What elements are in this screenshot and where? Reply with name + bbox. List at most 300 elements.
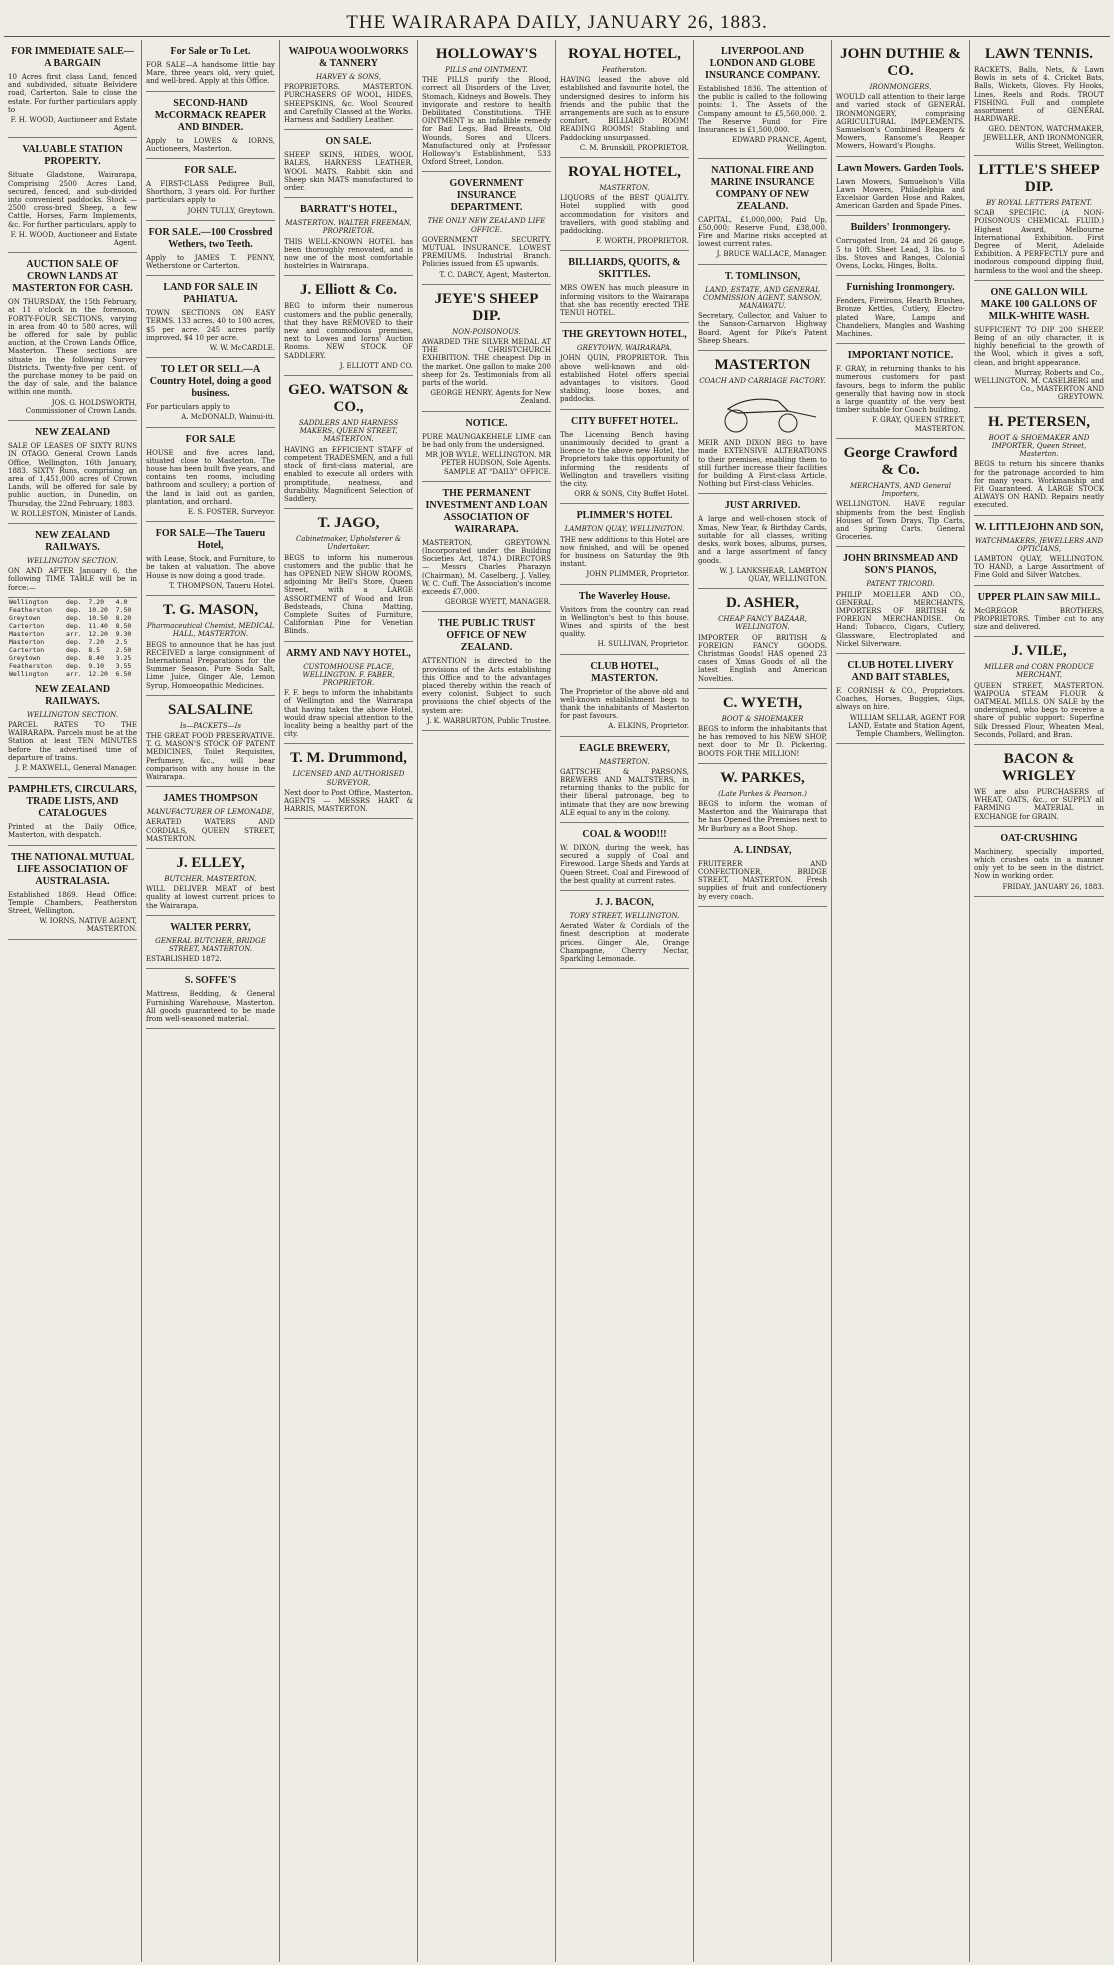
ad-subheading: MANUFACTURER OF LEMONADE, [147, 808, 274, 817]
ad-body: AERATED WATERS AND CORDIALS, QUEEN STREET, MASTERTON. [146, 818, 275, 843]
ad-heading: WAIPOUA WOOLWORKS & TANNERY [288, 46, 409, 69]
timetable-cell: 10.50 [88, 613, 108, 622]
newspaper-column [694, 40, 832, 1962]
timetable-cell: dep. [66, 645, 82, 654]
timetable-row [8, 646, 137, 654]
ad-heading: J. J. BACON, [595, 897, 654, 908]
ad-subheading: MILLER and CORN PRODUCE MERCHANT, [984, 663, 1094, 680]
ad-body: with Lease, Stock, and Furniture, to be taken at valuation. The above House is now doing a good trade. [146, 555, 275, 580]
ad-heading: NOTICE. [465, 417, 508, 429]
ad-subheading: CUSTOMHOUSE PLACE, WELLINGTON. F. FABER, PROPRIETOR. [302, 662, 395, 687]
ad-heading: FOR IMMEDIATE SALE—A BARGAIN [11, 46, 134, 69]
ad-body: BEG to inform their numerous customers and the public generally, that they have REMOVED to their new and commodious premises, next to Lowes and Iorns' Auction Rooms. NEW STOCK OF SADDLERY. [284, 302, 413, 360]
ad-body: WELLINGTON. HAVE regular shipments from the best English Houses of Town Drays, Tip Carts, and Spring Carts. General Groceries. [836, 500, 965, 542]
advertisement [836, 654, 965, 744]
ad-heading: THE NATIONAL MUTUAL LIFE ASSOCIATION OF AUSTRALASIA. [10, 851, 135, 887]
advertisement [422, 285, 551, 412]
timetable-cell: arr. [66, 629, 82, 638]
ad-body: MRS OWEN has much pleasure in informing visitors to the Wairarapa that she has recently erected THE TENUI HOTEL. [560, 284, 689, 318]
advertisement [836, 40, 965, 157]
advertisement [8, 778, 137, 845]
advertisement [560, 655, 689, 737]
ad-signature: W. J. LANKSHEAR, LAMBTON QUAY, WELLINGTON. [719, 566, 827, 583]
ad-body: RACKETS, Balls, Nets, & Lawn Bowls in sets of 4. Cricket Bats, Balls, Wickets, Gloves. Fly Hooks, Lines, Reels and Rods. TROUT FISHING. Full and complete assortment of GENERAL HARDWARE. [974, 66, 1104, 124]
timetable-cell: Greytown [9, 613, 41, 622]
timetable-cell: Featherston [9, 661, 53, 670]
advertisement [146, 522, 275, 596]
ad-body: BEGS to inform the woman of Masterton and the Wairarapa that he has Opened the Premises next to Mr Burbury as a Boot Shop. [698, 799, 827, 833]
timetable-cell: dep. [66, 621, 82, 630]
ad-heading: PLIMMER'S HOTEL [576, 510, 673, 522]
ad-heading: J. Elliott & Co. [299, 282, 398, 299]
ad-body: JOHN QUIN, PROPRIETOR. This above well-known and old-established Hotel offers special advantages to visitors. Good stabling, loose boxes, and paddocks. [560, 354, 689, 404]
ad-heading: VALUABLE STATION PROPERTY. [22, 144, 123, 168]
ad-subheading: GENERAL BUTCHER, BRIDGE STREET, MASTERTON. [155, 936, 266, 953]
advertisement [146, 92, 275, 159]
ad-signature: FRIDAY, JANUARY 26, 1883. [1002, 882, 1104, 891]
ad-heading: H. PETERSEN, [987, 413, 1091, 430]
ad-heading: THE GREYTOWN HOTEL, [562, 329, 687, 341]
ad-subheading: MASTERTON. [599, 184, 650, 193]
advertisement [974, 40, 1104, 156]
advertisement [974, 408, 1104, 516]
advertisement [560, 251, 689, 323]
timetable-cell: Carterton [9, 645, 45, 654]
advertisement [422, 612, 551, 731]
timetable-cell: 3.25 [115, 653, 132, 662]
ad-heading: NATIONAL FIRE AND MARINE INSURANCE COMPANY OF NEW ZEALAND. [710, 164, 815, 212]
timetable-cell: Masterton [9, 637, 45, 646]
advertisement [146, 969, 275, 1029]
advertisement [836, 276, 965, 344]
newspaper-column [556, 40, 694, 1962]
advertisement [560, 158, 689, 251]
ad-heading: ONE GALLON WILL MAKE 100 GALLONS OF MILK-WHITE WASH. [980, 286, 1098, 322]
ad-body: Mattress, Bedding, & General Furnishing Warehouse, Masterton. All goods guaranteed to be made from well-seasoned material. [146, 990, 275, 1023]
ad-heading: FOR SALE. [184, 165, 237, 177]
ad-heading: COAL & WOOD!!! [582, 828, 667, 840]
ad-subheading: Is—PACKETS—Is [180, 721, 241, 730]
ad-subheading: PILLS and OINTMENT. [445, 66, 528, 74]
advertisement [698, 40, 827, 159]
advertisement [146, 596, 275, 696]
timetable-cell: dep. [66, 605, 82, 614]
ad-heading: GOVERNMENT INSURANCE DEPARTMENT. [449, 178, 524, 214]
ad-body: ESTABLISHED 1872. [146, 955, 222, 964]
ad-signature: W. W. McCARDLE. [209, 344, 275, 353]
ad-subheading: BY ROYAL LETTERS PATENT. [985, 199, 1093, 208]
ad-heading: FOR SALE [185, 433, 236, 445]
timetable-cell: 7.20 [88, 597, 104, 606]
ad-heading: WALTER PERRY, [170, 921, 251, 933]
ad-subheading: IRONMONGERS, [869, 83, 932, 91]
advertisement [698, 839, 827, 907]
timetable-cell: 11.40 [88, 621, 108, 630]
ad-body: Lawn Mowers, Samuelson's Villa Lawn Mowers, Philadelphia and Excelsior Garden Hose and Rakes, American Garden and Spade Pines. [836, 177, 965, 211]
ad-body: F. CORNISH & CO., Proprietors. Coaches, Horses, Buggies, Gigs, always on hire. [836, 686, 965, 712]
ad-heading: SECOND-HAND McCORMACK REAPER AND BINDER. [154, 97, 267, 133]
timetable-cell: 8.40 [88, 653, 104, 662]
timetable-cell: Greytown [9, 653, 41, 662]
ad-body: Corrugated Iron, 24 and 26 gauge, 5 to 10ft. Sheet Lead, 3 lbs. to 5 lbs. Stoves and Ranges, Colonial Ovens, Locks, Hinges, Bolts. [836, 237, 965, 271]
advertisement [284, 376, 413, 509]
advertisement [560, 737, 689, 823]
ad-body: BEGS to return his sincere thanks for the patronage accorded to him for many years. Workmanship and Fit Guaranteed. A LARGE STOCK ALWAYS ON HAND. Repairs neatly executed. [974, 460, 1104, 510]
advertisement [8, 524, 137, 598]
ad-body: SHEEP SKINS, HIDES, WOOL BALES, HARNESS LEATHER, WOOL MATS. Rabbit skin and Sheep skin MATS manufactured to order. [284, 151, 413, 193]
advertisement [422, 172, 551, 284]
ad-body: BEGS to inform his numerous customers and the public that he has OPENED NEW SHOW ROOMS, adjoining Mr Bell's Store, Queen Street, with a LARGE ASSORTMENT of Wood and Iron Bedsteads, China Matting, Complete Suites of Furniture, Californian Pine for Venetian Blinds. [284, 553, 413, 636]
ad-heading: OAT-CRUSHING [1000, 832, 1078, 844]
ad-body: HAVING leased the above old established and favourite hotel, the undersigned desires to inform his friends and the public that the arrangements are such as to ensure comfort. BILLIARD ROOM! READING ROOMS! Stabling and Paddocking unsurpassed. [560, 76, 689, 142]
ad-heading: T. M. Drummond, [290, 750, 407, 767]
ad-body: Apply to LOWES & IORNS, Auctioneers, Masterton. [146, 136, 275, 153]
ad-heading: ARMY AND NAVY HOTEL, [286, 647, 411, 659]
ad-heading: T. G. MASON, [162, 602, 259, 619]
timetable-cell: dep. [66, 597, 82, 606]
ad-subheading: Featherston. [602, 66, 647, 74]
ad-heading: TO LET OR SELL—A Country Hotel, doing a good business. [149, 364, 272, 400]
ad-heading: J. ELLEY, [176, 854, 245, 871]
timetable-cell: 10.20 [88, 605, 108, 614]
ad-signature: WILLIAM SELLAR, AGENT FOR LAND, Estate and Station Agent, Temple Chambers, Wellington. [848, 713, 965, 738]
ad-body: HAVING an EFFICIENT STAFF of competent TRADESMEN, and a full stock of first-class material, are enabled to execute all orders with promptitude, neatness, and durability. Magnificent Selection of Saddlery. [284, 445, 413, 503]
ad-heading: PAMPHLETS, CIRCULARS, TRADE LISTS, AND CATALOGUES [8, 784, 137, 820]
ad-body: ATTENTION is directed to the provisions of the Acts establishing this Office and to the advantages placed thereby within the reach of every colonist. Subject to such provisions the chief objects of the system are: [422, 657, 551, 715]
ad-body: BEGS to inform the inhabitants that he has removed to his NEW SHOP, next door to Mr D. Pickering. BOOTS FOR THE MILLION! [698, 724, 827, 758]
ad-body: FOR SALE—A handsome little bay Mare, three years old, very quiet, and well-bred. Apply at this Office. [146, 61, 275, 86]
advertisement [146, 40, 275, 92]
ad-subheading: LAND, ESTATE, AND GENERAL COMMISSION AGENT, SANSON, MANAWATU. [703, 285, 822, 311]
timetable-cell: 7.50 [115, 605, 132, 614]
timetable-cell: 9.30 [115, 629, 132, 638]
ad-signature: T. C. DARCY, Agent, Masterton. [439, 270, 551, 279]
ad-heading: T. TOMLINSON, [724, 270, 801, 282]
timetable-row [8, 606, 137, 614]
ad-signature: GEORGE HENRY, Agents for New Zealand. [430, 389, 551, 406]
ad-subheading: WATCHMAKERS, JEWELLERS AND OPTICIANS, [974, 536, 1104, 553]
advertisement [422, 482, 551, 613]
advertisement [284, 744, 413, 819]
ad-body: FRUITERER AND CONFECTIONER, BRIDGE STREET, MASTERTON. Fresh supplies of fruit and confectionery by every coach. [698, 859, 827, 901]
ad-heading: LAND FOR SALE IN PAHIATUA. [163, 282, 258, 306]
ad-subheading: TORY STREET, WELLINGTON. [569, 912, 680, 920]
carriage-illustration [708, 389, 818, 435]
advertisement [146, 428, 275, 523]
ad-heading: LITTLE'S SHEEP DIP. [978, 162, 1100, 196]
newspaper-column [832, 40, 970, 1962]
advertisement [8, 253, 137, 421]
ad-signature: EDWARD PRANCE, Agent, Wellington. [731, 136, 827, 153]
masthead [0, 0, 1114, 40]
ad-subheading: BOOT & SHOEMAKER [721, 714, 804, 723]
ad-subheading: (Late Parkes & Pearson.) [718, 789, 807, 798]
ad-body: PROPRIETORS. MASTERTON. PURCHASERS OF WOOL, HIDES, SHEEPSKINS, &c. Wool Scoured and Carefully Classed at the Works. Harness and Saddlery Leather. [284, 83, 413, 125]
ad-signature: J. ELLIOTT AND CO. [339, 361, 413, 370]
ad-body: HOUSE and five acres land, situated close to Masterton. The house has been built five years, and contains ten rooms, including bathroom and scullery; a portion of the land is laid out as garden, plantation, and orchard. [146, 448, 275, 506]
ad-heading: SALSALINE [167, 701, 254, 718]
advertisement [284, 130, 413, 198]
ad-subheading: WELLINGTON SECTION. [26, 556, 119, 565]
ad-subheading: SADDLERS AND HARNESS MAKERS, QUEEN STREET, MASTERTON. [298, 419, 399, 444]
timetable-cell: 3.55 [115, 661, 132, 670]
advertisement [974, 586, 1104, 638]
ad-signature: J. P. MAXWELL, General Manager. [15, 763, 137, 772]
advertisement [560, 40, 689, 158]
ad-subheading: THE ONLY NEW ZEALAND LIFE OFFICE. [427, 217, 546, 234]
ad-body: SUFFICIENT TO DIP 200 SHEEP. Being of an oily character, it is highly beneficial to the growth of the Wool, which it gives a soft, clean, and bright appearance. [974, 325, 1104, 367]
advertisement [8, 846, 137, 940]
advertisement [146, 696, 275, 787]
ad-body: The Licensing Bench having unanimously decided to grant a licence to the above new Hotel, the Proprietors take this opportunity of informing the residents of Wellington and travellers visiting the city. [560, 430, 689, 488]
ad-heading: NEW ZEALAND RAILWAYS. [34, 529, 111, 553]
advertisement [560, 504, 689, 584]
ad-heading: For Sale or To Let. [170, 46, 251, 57]
ad-heading: GEO. WATSON & CO., [288, 382, 409, 416]
advertisement [560, 410, 689, 505]
advertisement [698, 589, 827, 689]
ad-signature: J. K. WARBURTON, Public Trustee. [426, 716, 551, 725]
ad-body: Established 1836. The attention of the public is called to the following points: 1. The Assets of the Company amount to £5,560,000. 2. The Reserve Fund for Fire Insurances is £1,500,000. [698, 85, 827, 135]
ad-subheading: HARVEY & SONS, [315, 73, 382, 81]
timetable-cell: 2.5 [115, 637, 128, 646]
ad-body: MASTERTON, GREYTOWN. (Incorporated under the Building Societies Act, 1874.) DIRECTORS — Messrs Charles Pharazyn (Chairman), M. Caselberg, J. Valley, W. C. Cuff. The Association's income exceeds £7,000. [422, 538, 551, 596]
ad-body: Fenders, Fireirons, Hearth Brushes, Bronze Kettles, Cutlery, Electro-plated Ware, Lamps and Chandeliers, Mangles and Washing Machines. [836, 297, 965, 339]
ad-signature: Murray, Roberts and Co., WELLINGTON. M. CASELBERG and Co., MASTERTON AND GREYTOWN. [974, 368, 1104, 402]
advertisement [560, 323, 689, 409]
ad-body: ON AND AFTER January 6, the following TIME TABLE will be in force:— [8, 567, 137, 592]
ad-subheading: BUTCHER, MASTERTON, [164, 874, 257, 883]
timetable-cell: 9.10 [88, 661, 104, 670]
ad-heading: FOR SALE.—100 Crossbred Wethers, two Teeth. [148, 226, 273, 250]
advertisement [974, 745, 1104, 827]
advertisement [698, 265, 827, 351]
timetable-cell: Masterton [9, 629, 45, 638]
ad-heading: W. PARKES, [720, 769, 805, 786]
ad-body: Secretary, Collector, and Valuer to the Sanson-Carnarvon Highway Board. Agent for Pike's Patent Sheep Shears. [698, 312, 827, 345]
ad-subheading: LICENSED AND AUTHORISED SURVEYOR, [292, 770, 405, 787]
ad-body: Apply to JAMES T. PENNY, Wetherstone or Carterton. [146, 253, 275, 271]
newspaper-title: THE WAIRARAPA DAILY, JANUARY 26, 1883. [346, 12, 768, 33]
timetable-cell: 6.50 [115, 669, 132, 678]
ad-heading: Builders' Ironmongery. [850, 222, 951, 234]
advertisement [698, 494, 827, 589]
ad-heading: AUCTION SALE OF CROWN LANDS AT MASTERTON FOR CASH. [12, 259, 133, 295]
timetable-cell: 12.20 [88, 669, 108, 678]
advertisement [974, 281, 1104, 408]
ad-body: ON THURSDAY, the 15th February, at 11 o'clock in the forenoon, FORTY-FOUR SECTIONS, varying in area from 40 to 580 acres, will be offered for sale by public auction, at the Crown Lands Office, Masterton. These sections are situate in the following Survey Districts. Twenty-five per cent. of the purchase money to be paid on the day of sale, and the balance within one month. [8, 298, 137, 397]
advertisement [974, 156, 1104, 281]
ad-heading: BACON & WRIGLEY [1001, 750, 1077, 784]
timetable-cell: 8.20 [115, 613, 132, 622]
advertisement [974, 637, 1104, 745]
ad-signature: MR JOB WYLE, WELLINGTON. MR PETER HUDSON, Sole Agents. SAMPLE AT "DAILY" OFFICE. [425, 451, 551, 476]
ad-subheading: MASTERTON. WALTER FREEMAN, PROPRIETOR. [285, 219, 412, 236]
advertisement-columns [4, 40, 1110, 1962]
masthead-rule [4, 36, 1110, 37]
ad-signature: W. IORNS, NATIVE AGENT, MASTERTON. [39, 917, 137, 934]
ad-body: Aerated Water & Cordials of the finest description at moderate prices. Ginger Ale, Orange Champagne, Cherry Nectar, Sparkling Lemonade. [560, 922, 689, 964]
ad-signature: F. H. WOOD, Auctioneer and Estate Agent. [10, 230, 137, 248]
ad-signature: ORR & SONS, City Buffet Hotel. [574, 490, 689, 499]
ad-heading: ROYAL HOTEL, [568, 46, 681, 62]
timetable-row [8, 638, 137, 646]
ad-body: Visitors from the country can read in Wellington's best to this house. Wines and spirits of the best quality. [560, 605, 689, 639]
ad-heading: FOR SALE—The Taueru Hotel, [155, 528, 266, 552]
ad-signature: W. ROLLESTON, Minister of Lands. [10, 509, 137, 518]
timetable-row [8, 662, 137, 670]
timetable-cell: Featherston [9, 605, 53, 614]
ad-body: GOVERNMENT SECURITY. MUTUAL INSURANCE. LOWEST PREMIUMS. Industrial Branch. Policies issued from £5 upwards. [422, 235, 551, 269]
ad-subheading: BOOT & SHOEMAKER AND IMPORTER, Queen Street, Masterton. [988, 433, 1090, 459]
advertisement [560, 891, 689, 969]
ad-body: THE GREAT FOOD PRESERVATIVE. T. G. MASON'S STOCK OF PATENT MEDICINES, Toilet Requisites, Perfumery, &c., will bear comparison with any house in the Wairarapa. [146, 731, 275, 781]
advertisement [836, 547, 965, 654]
railway-timetable [8, 598, 137, 678]
ad-body: PARCEL RATES TO THE WAIRARAPA. Parcels must be at the Station at least TEN MINUTES before the advertised time of departure of trains. [8, 720, 137, 762]
ad-heading: JOHN BRINSMEAD AND SON'S PIANOS, [842, 553, 958, 577]
ad-heading: J. VILE, [1011, 643, 1067, 660]
ad-heading: UPPER PLAIN SAW MILL. [977, 591, 1101, 603]
ad-heading: The Waverley House. [578, 590, 671, 602]
ad-heading: LIVERPOOL AND LONDON AND GLOBE INSURANCE COMPANY. [704, 46, 820, 81]
ad-subheading: MERCHANTS, AND General Importers, [849, 481, 951, 499]
newspaper-column [280, 40, 418, 1962]
ad-body: Situate Gladstone, Wairarapa, Comprising 2500 Acres Land, secured, fenced, and sub-divided into convenient paddocks. Stock — 2500 cross-bred Sheep, a few Cattle, Horses, Farm Implements, &c. For further particulars, apply to [8, 171, 137, 229]
ad-heading: Furnishing Ironmongery. [846, 282, 955, 294]
ad-body: AWARDED THE SILVER MEDAL AT THE CHRISTCHURCH EXHIBITION. THE cheapest Dip in the market. One gallon to make 200 sheep for 2s. Testimonials from all parts of the world. [422, 338, 551, 388]
ad-subheading: COACH AND CARRIAGE FACTORY. [699, 377, 826, 386]
advertisement [146, 221, 275, 276]
advertisement [560, 585, 689, 655]
ad-heading: George Crawford & Co. [843, 444, 958, 478]
ad-body: MEIR AND DIXON BEG to have made EXTENSIVE ALTERATIONS to their premises, enabling them to still further increase their facilities for building A First-class Article. Nothing but First-class Vehicles. [698, 439, 827, 489]
ad-heading: JEYE'S SHEEP DIP. [434, 290, 539, 324]
ad-heading: LAWN TENNIS. [984, 46, 1094, 62]
ad-body: BEGS to announce that he has just RECEIVED a large consignment of International Preparations for the Summer Season. Pure Soda Salt, Lime Juice, Ginger Ale, Lemon Syrup, Homoeopathic Medicines. [146, 640, 275, 690]
timetable-row [8, 598, 137, 606]
ad-heading: ON SALE. [325, 136, 372, 148]
timetable-cell: Wellington [9, 669, 49, 678]
ad-heading: NEW ZEALAND [34, 427, 111, 439]
ad-body: QUEEN STREET, MASTERTON. WAIPOUA STEAM FLOUR & OATMEAL MILLS. ON SALE by the undersigned, who begs to receive a share of public support: Superfine Silk Dressed Flour, Wheaten Meal, Seconds, Pollard, and Bran. [974, 681, 1104, 739]
advertisement [8, 138, 137, 253]
ad-heading: C. WYETH, [722, 694, 803, 711]
ad-subheading: MASTERTON. [599, 757, 650, 766]
advertisement [836, 439, 965, 547]
newspaper-column [970, 40, 1108, 1962]
ad-body: WE are also PURCHASERS of WHEAT, OATS, &c., or SUPPLY all FARMING MATERIAL in EXCHANGE for GRAIN. [974, 787, 1104, 821]
advertisement [8, 40, 137, 138]
ad-signature: T. THOMPSON, Taueru Hotel. [169, 581, 275, 590]
advertisement [698, 764, 827, 839]
ad-signature: GEORGE WYETT, MANAGER. [444, 598, 551, 607]
advertisement [698, 689, 827, 764]
advertisement [284, 276, 413, 376]
ad-signature: JOHN TULLY, Greytown. [187, 206, 275, 215]
ad-signature: A. ELKINS, Proprietor. [608, 722, 689, 731]
timetable-cell: dep. [66, 653, 82, 662]
ad-body: LIQUORS of the BEST QUALITY. Hotel supplied with good accommodation for visitors and travellers, with good stabling and paddocking. [560, 194, 689, 236]
ad-subheading: LAMBTON QUAY, WELLINGTON. [564, 525, 685, 534]
ad-body: THIS WELL-KNOWN HOTEL has been thoroughly renovated, and is now one of the most comfortable hostelries in Wairarapa. [284, 237, 413, 271]
ad-subheading: Pharmaceutical Chemist, MEDICAL HALL, MASTERTON. [146, 622, 275, 639]
ad-body: WOULD call attention to their large and varied stock of GENERAL IRONMONGERY, comprising AGRICULTURAL IMPLEMENTS. Samuelson's Combined Reapers & Mowers, Ransome's Reaper Mowers, Howard's Ploughs. [836, 93, 965, 151]
advertisement [836, 157, 965, 217]
ad-signature: GEO. DENTON, WATCHMAKER, JEWELLER, AND IRONMONGER, Willis Street, Wellington. [983, 125, 1104, 150]
advertisement [146, 916, 275, 970]
timetable-cell: 12.20 [88, 629, 108, 638]
ad-heading: CLUB HOTEL LIVERY AND BAIT STABLES, [847, 659, 954, 683]
ad-heading: BILLIARDS, QUOITS, & SKITTLES. [568, 257, 681, 281]
ad-signature: J. BRUCE WALLACE, Manager. [716, 250, 827, 259]
ad-body: F. F. begs to inform the inhabitants of Wellington and the Wairarapa that having taken the above Hotel, would draw special attention to the locality being a healthy part of the city. [284, 689, 413, 739]
ad-heading: Lawn Mowers. Garden Tools. [837, 162, 964, 174]
ad-subheading: GREYTOWN, WAIRARAPA. [577, 344, 672, 353]
ad-signature: C. M. Brunskill, PROPRIETOR. [579, 143, 689, 152]
ad-body: THE PILLS purify the Blood, correct all Disorders of the Liver, Stomach, Kidneys and Bowels. They invigorate and restore to health Debilitated Constitutions. THE OINTMENT is an infallible remedy for Bad Legs, Bad Breasts, Old Wounds, Sores and Ulcers. Manufactured only at Professor Holloway's Establishment, 533 Oxford Street, London. [422, 76, 551, 167]
timetable-cell: 8.50 [115, 621, 132, 630]
ad-heading: W. LITTLEJOHN AND SON, [974, 521, 1104, 533]
ad-signature: JOHN PLIMMER, Proprietor. [586, 570, 689, 579]
ad-signature: H. SULLIVAN, Proprietor. [597, 640, 689, 649]
timetable-cell: dep. [66, 613, 82, 622]
advertisement [974, 827, 1104, 897]
timetable-row [8, 670, 137, 678]
advertisement [698, 351, 827, 494]
ad-body: McGREGOR BROTHERS, PROPRIETORS. Timber cut to any size and delivered. [974, 606, 1104, 631]
ad-body: WILL DELIVER MEAT of best quality at lowest current prices to the Wairarapa. [146, 885, 275, 910]
ad-body: 10 Acres first class Land, fenced and subdivided, situate Belvidere road, Carterton. Sale to close the estate. For further particulars apply to [8, 73, 137, 114]
ad-heading: S. SOFFE'S [184, 975, 237, 987]
advertisement [146, 276, 275, 358]
ad-heading: JUST ARRIVED. [724, 500, 801, 512]
advertisement [284, 40, 413, 130]
ad-signature: E. S. FOSTER, Surveyor. [187, 508, 275, 517]
ad-body: Printed at the Daily Office, Masterton, with despatch. [8, 823, 137, 840]
timetable-row [8, 614, 137, 622]
advertisement [422, 412, 551, 482]
ad-heading: IMPORTANT NOTICE. [847, 350, 954, 362]
ad-heading: D. ASHER, [726, 595, 799, 612]
advertisement [698, 159, 827, 265]
ad-body: THE new additions to this Hotel are now finished, and will be opened for business on Saturday the 9th instant. [560, 535, 689, 569]
ad-body: TOWN SECTIONS ON EASY TERMS. 133 acres, 40 to 100 acres, $5 per acre. 245 acres partly improved, $4 10 per acre. [146, 309, 275, 342]
timetable-cell: dep. [66, 637, 82, 646]
timetable-cell: dep. [66, 661, 82, 670]
ad-body: PURE MAUNGAKEHELE LIME can be had only from the undersigned. [422, 432, 551, 449]
timetable-row [8, 622, 137, 630]
ad-body: The Proprietor of the above old and well-known establishment begs to thank the inhabitants of Masterton for past favours. [560, 687, 689, 721]
newspaper-column [4, 40, 142, 1962]
ad-body: For particulars apply to [146, 403, 230, 412]
ad-body: Established 1869. Head Office: Temple Chambers, Featherston Street, Wellington. [8, 890, 137, 915]
advertisement [422, 40, 551, 172]
ad-body: Next door to Post Office, Masterton. AGENTS — MESSRS HART & HARRIS, MASTERTON. [284, 788, 413, 814]
advertisement [284, 509, 413, 641]
ad-body: W. DIXON, during the week, has secured a supply of Coal and Firewood. Large Sheds and Yards at Queen Street. Coal and Firewood of the best quality at current rates. [560, 843, 689, 885]
ad-heading: A. LINDSAY, [733, 844, 792, 856]
ad-heading: EAGLE BREWERY, [579, 742, 670, 754]
ad-body: Machinery, specially imported, which crushes oats in a manner only yet to be seen in the district. Now in working order. [974, 847, 1104, 881]
ad-subheading: NON-POISONOUS. [452, 327, 521, 336]
timetable-cell: Carterton [9, 621, 45, 630]
ad-body: SALE OF LEASES OF SIXTY RUNS IN OTAGO. General Crown Lands Office, Wellington, 16th January, 1883. SIXTY Runs, comprising an area of 1,451,000 acres of Crown Lands, will be offered for sale by public auction, in Dunedin, on Thursday, the 22nd February, 1883. [8, 442, 137, 508]
advertisement [836, 216, 965, 276]
ad-signature: F. WORTH, PROPRIETOR. [596, 237, 689, 246]
advertisement [284, 642, 413, 745]
advertisement [146, 358, 275, 427]
